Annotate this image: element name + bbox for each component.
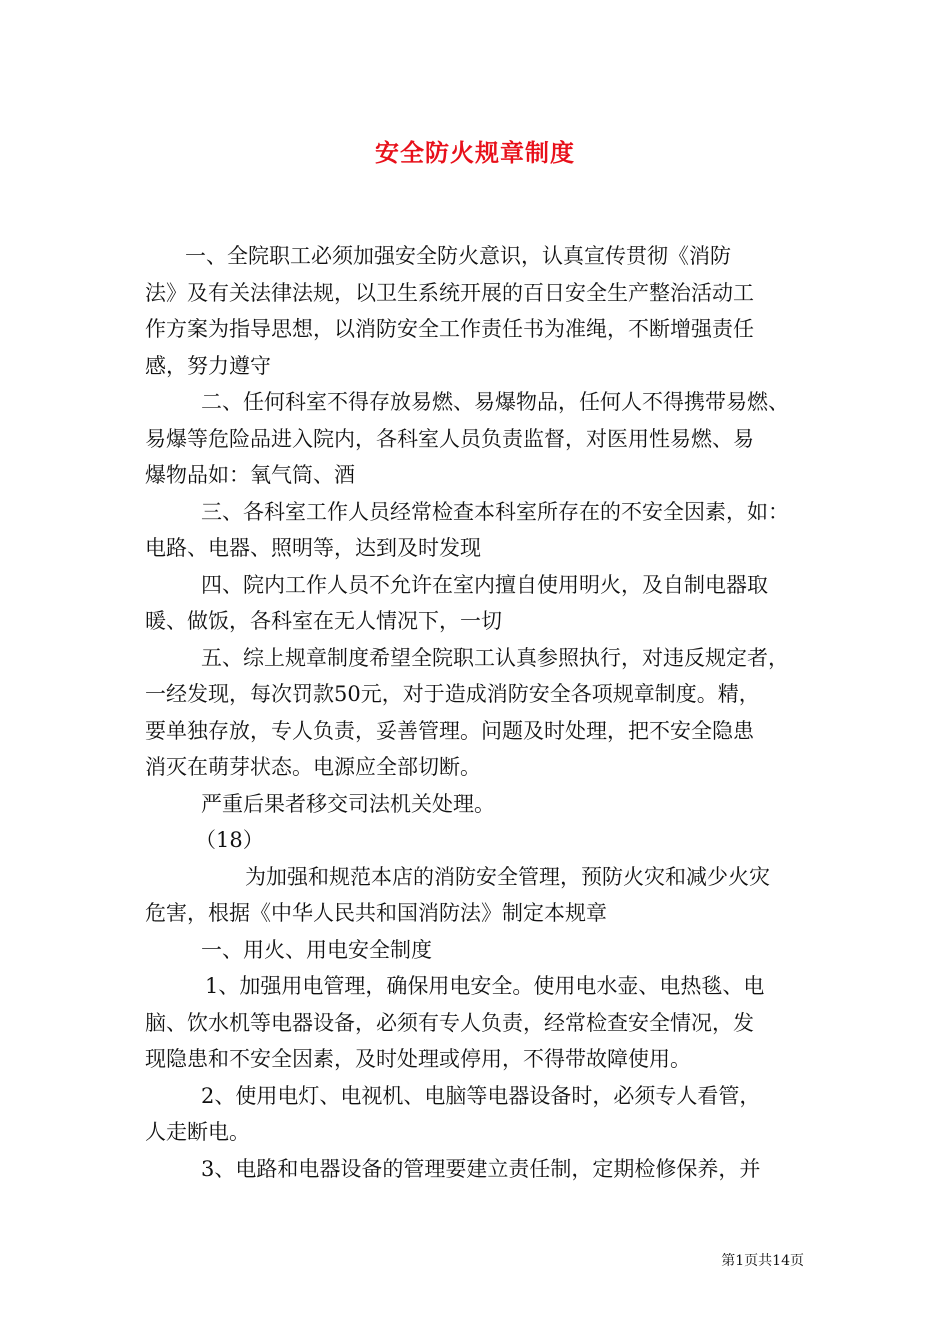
paragraph-line: 四、院内工作人员不允许在室内擅自使用明火，及自制电器取 (201, 572, 768, 597)
paragraph-line: 一经发现，每次罚款50元，对于造成消防安全各项规章制度。精， (145, 682, 760, 706)
paragraph-line: 法》及有关法律法规，以卫生系统开展的百日安全生产整治活动工 (145, 280, 754, 305)
paragraph-line: 作方案为指导思想，以消防安全工作责任书为准绳，不断增强责任 (145, 317, 754, 341)
paragraph-line: 五、综上规章制度希望全院职工认真参照执行，对违反规定者， (201, 645, 789, 670)
page-number: 第1页共14页 (721, 1253, 804, 1269)
paragraph-line: 易爆等危险品进入院内，各科室人员负责监督，对医用性易燃、易 (145, 426, 754, 451)
paragraph-line: 要单独存放，专人负责，妥善管理。问题及时处理，把不安全隐患 (145, 718, 754, 743)
document-title: 安全防火规章制度 (375, 138, 575, 167)
paragraph-line: （18） (195, 828, 264, 852)
paragraph-line: 人走断电。 (145, 1120, 250, 1144)
document-body (145, 238, 810, 1187)
paragraph-line: 二、任何科室不得存放易燃、易爆物品，任何人不得携带易燃、 (201, 390, 789, 414)
paragraph-line: 2、使用电灯、电视机、电脑等电器设备时，必须专人看管， (201, 1083, 761, 1108)
paragraph-line: 三、各科室工作人员经常检查本科室所存在的不安全因素，如： (201, 499, 789, 524)
paragraph-line: 现隐患和不安全因素，及时处理或停用，不得带故障使用。 (145, 1047, 691, 1071)
paragraph-line: 感，努力遵守 (145, 353, 271, 378)
paragraph-line: 爆物品如：氧气筒、酒 (145, 463, 355, 487)
paragraph-line: 严重后果者移交司法机关处理。 (201, 791, 495, 816)
paragraph-line: 消灭在萌芽状态。电源应全部切断。 (145, 755, 481, 779)
paragraph-line: 危害，根据《中华人民共和国消防法》制定本规章 (145, 901, 607, 925)
paragraph-line: 暖、做饭，各科室在无人情况下，一切 (145, 609, 502, 633)
paragraph-line: 脑、饮水机等电器设备，必须有专人负责，经常检查安全情况，发 (145, 1010, 754, 1035)
paragraph-line: 1、加强用电管理，确保用电安全。使用电水壶、电热毯、电 (205, 974, 765, 998)
section-heading: 一、用火、用电安全制度 (201, 937, 432, 962)
paragraph-line: 电路、电器、照明等，达到及时发现 (145, 536, 481, 560)
paragraph-line: 一、全院职工必须加强安全防火意识，认真宣传贯彻《消防 (185, 244, 731, 268)
paragraph-line: 3、电路和电器设备的管理要建立责任制，定期检修保养，并 (201, 1156, 761, 1181)
paragraph-line: 为加强和规范本店的消防安全管理，预防火灾和减少火灾 (245, 864, 770, 889)
